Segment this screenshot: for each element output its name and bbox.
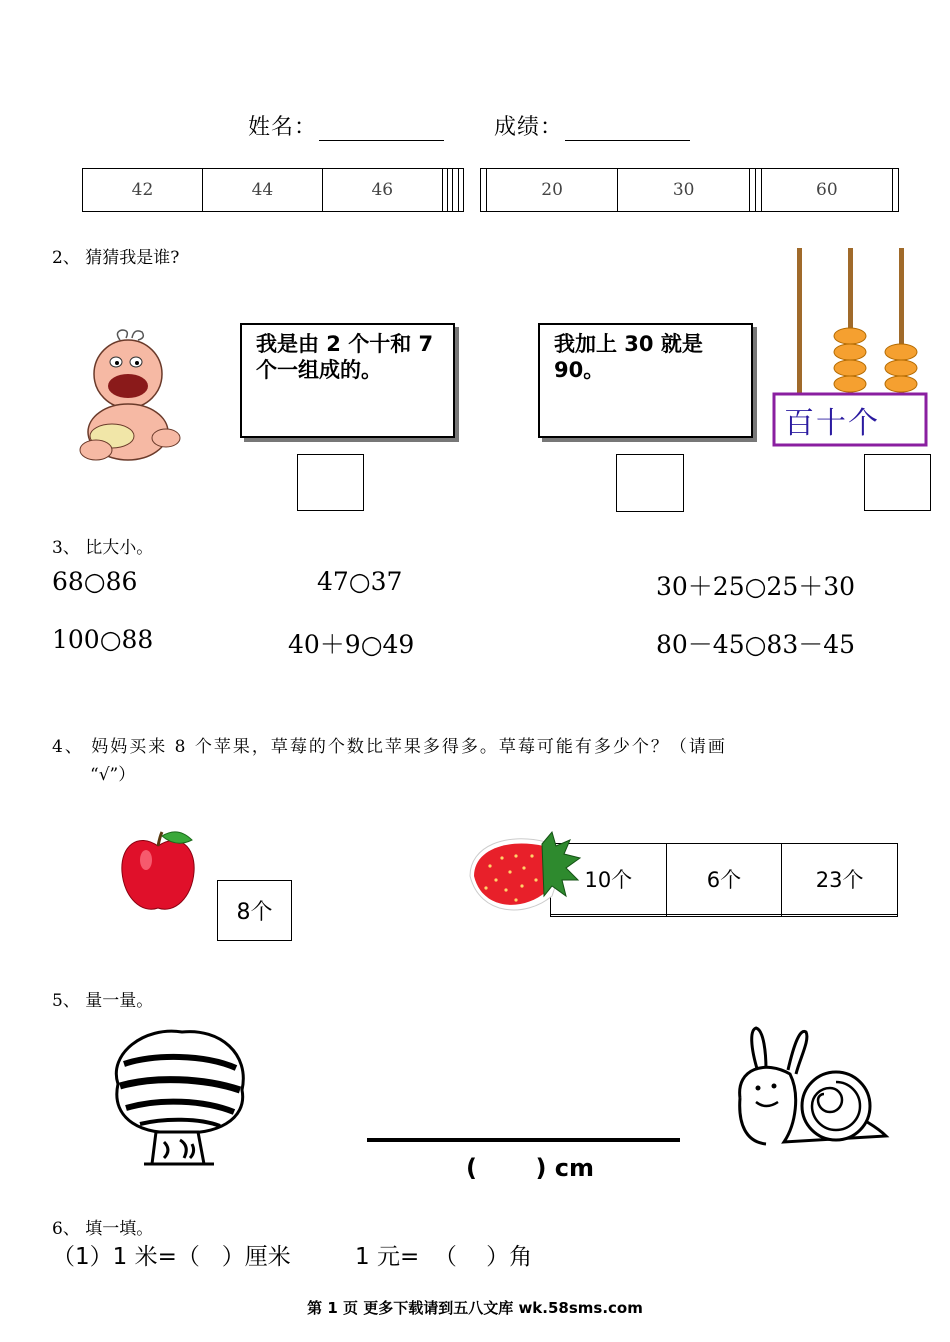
- number-sequence-table-right: [480, 168, 899, 212]
- question-4-title-line2: “√”）: [90, 765, 136, 785]
- question-5-title: 5、 量一量。: [52, 991, 154, 1011]
- option-label: 10个: [551, 844, 667, 915]
- option-checkbox[interactable]: [782, 914, 898, 916]
- number-sequence-table-left: [82, 168, 464, 212]
- question-4-title: 4、 妈妈买来 8 个苹果，草莓的个数比苹果多得多。草莓可能有多少个？（请画: [52, 737, 727, 757]
- table-cell[interactable]: [458, 169, 463, 212]
- question-2-title: 2、 猜猜我是谁?: [52, 248, 180, 268]
- answer-box-1[interactable]: [297, 454, 364, 511]
- table-cell: 42: [83, 169, 203, 212]
- name-blank[interactable]: [319, 118, 444, 141]
- table-cell: 20: [486, 169, 618, 212]
- table-cell: 30: [618, 169, 750, 212]
- table-cell: 46: [322, 169, 442, 212]
- compare-item: 68○86: [52, 567, 138, 596]
- measure-line: [367, 1138, 680, 1142]
- strawberry-illustration: [466, 826, 590, 920]
- table-cell: 60: [761, 169, 893, 212]
- option-label: 23个: [782, 844, 898, 915]
- riddle-bubble-2: [538, 323, 753, 438]
- riddle-2-text: 我加上 30 就是 90。: [554, 332, 703, 382]
- compare-item: 47○37: [317, 567, 403, 596]
- apple-count-box: 8个: [217, 880, 292, 941]
- apple-illustration: [118, 826, 198, 914]
- compare-item: 80－45○83－45: [656, 630, 856, 659]
- answer-box-2[interactable]: [616, 454, 684, 512]
- page-footer: 第 1 页 更多下载请到五八文库 wk.58sms.com: [307, 1299, 643, 1317]
- strawberry-options-table: [550, 843, 898, 917]
- name-label: 姓名：: [248, 115, 318, 140]
- table-cell[interactable]: [893, 169, 899, 212]
- tree-illustration: [104, 1024, 252, 1172]
- riddle-1-text: 我是由 2 个十和 7 个一组成的。: [256, 332, 434, 382]
- table-cell: 44: [202, 169, 322, 212]
- fill-item-meter: （1）1 米=（ ）厘米: [52, 1244, 291, 1270]
- compare-item: 40＋9○49: [288, 630, 415, 659]
- question-3-title: 3、 比大小。: [52, 538, 154, 558]
- snail-illustration: [736, 1024, 892, 1152]
- score-field: [494, 110, 690, 141]
- baby-illustration: [76, 328, 188, 464]
- answer-box-3[interactable]: [864, 454, 931, 511]
- abacus-label: 百十个: [784, 406, 880, 441]
- option-label: 6个: [666, 844, 782, 915]
- measure-answer: ( ) cm: [466, 1154, 595, 1182]
- fill-item-yuan: 1 元= （ ）角: [355, 1244, 533, 1270]
- option-checkbox[interactable]: [666, 914, 782, 916]
- question-6-title: 6、 填一填。: [52, 1219, 154, 1239]
- riddle-bubble-1: [240, 323, 455, 438]
- score-blank[interactable]: [565, 118, 690, 141]
- score-label: 成绩：: [494, 115, 564, 140]
- compare-item: 100○88: [52, 625, 154, 654]
- compare-item: 30＋25○25＋30: [656, 572, 856, 601]
- name-field: [248, 110, 444, 141]
